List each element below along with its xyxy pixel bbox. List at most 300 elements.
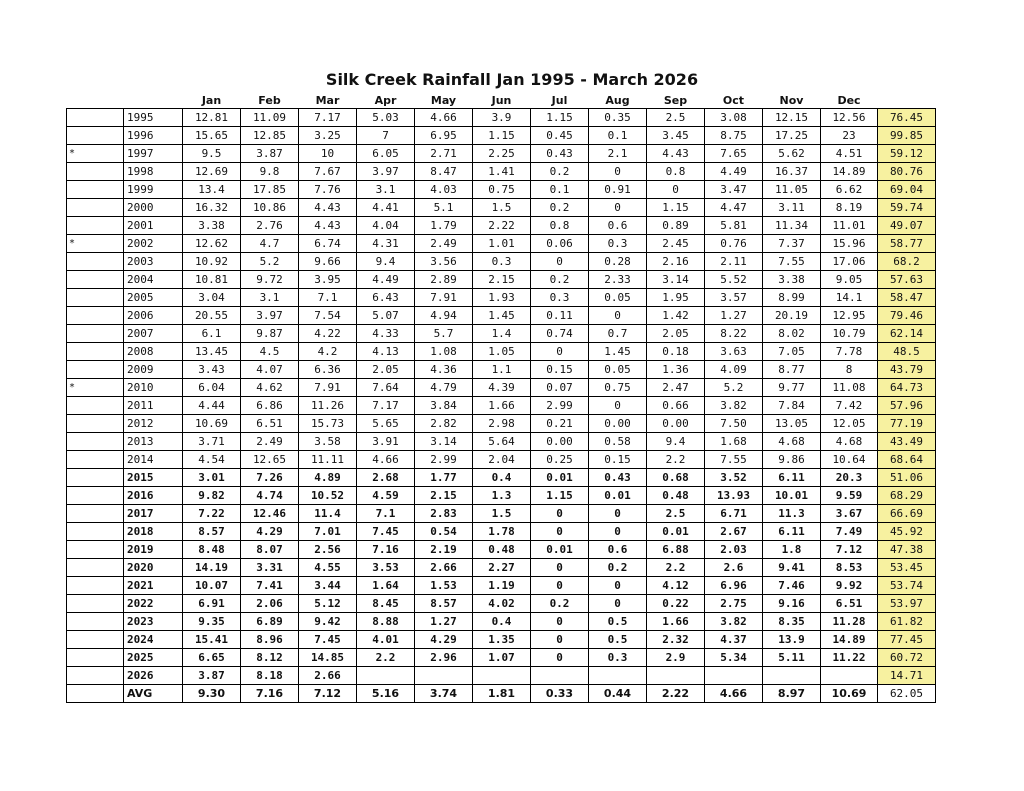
- rainfall-cell: 2.89: [415, 271, 473, 289]
- rainfall-cell: 0.01: [531, 469, 589, 487]
- rainfall-cell: 9.41: [763, 559, 821, 577]
- rainfall-cell: 7.50: [705, 415, 763, 433]
- rainfall-cell: 2.03: [705, 541, 763, 559]
- rainfall-cell: 4.43: [299, 217, 357, 235]
- rainfall-cell: 5.52: [705, 271, 763, 289]
- rainfall-cell: 2.25: [473, 145, 531, 163]
- month-header-jul: Jul: [551, 94, 568, 107]
- row-marker: [67, 487, 124, 505]
- rainfall-cell: 3.04: [183, 289, 241, 307]
- rainfall-cell: 2.67: [705, 523, 763, 541]
- rainfall-cell: 2.68: [357, 469, 415, 487]
- row-marker: [67, 433, 124, 451]
- row-year: 2019: [124, 541, 183, 559]
- table-row: [67, 145, 936, 163]
- month-header-jan: Jan: [201, 94, 222, 107]
- rainfall-cell: 3.47: [705, 181, 763, 199]
- rainfall-cell: 9.8: [241, 163, 299, 181]
- rainfall-cell: 0.8: [531, 217, 589, 235]
- rainfall-cell: 17.85: [241, 181, 299, 199]
- row-marker: [67, 541, 124, 559]
- rainfall-cell: 6.05: [357, 145, 415, 163]
- rainfall-cell: 4.43: [299, 199, 357, 217]
- rainfall-cell: 10.52: [299, 487, 357, 505]
- rainfall-cell: 7.17: [299, 109, 357, 127]
- rainfall-cell: 10.69: [183, 415, 241, 433]
- rainfall-cell: 0.07: [531, 379, 589, 397]
- rainfall-cell: 20.19: [763, 307, 821, 325]
- rainfall-cell: 2.56: [299, 541, 357, 559]
- rainfall-cell: 1.15: [531, 109, 589, 127]
- rainfall-cell: 0.91: [589, 181, 647, 199]
- annual-total-cell: 68.64: [878, 451, 936, 469]
- row-marker: [67, 271, 124, 289]
- rainfall-cell: 0: [531, 631, 589, 649]
- rainfall-cell: 7.46: [763, 577, 821, 595]
- rainfall-cell: 0.43: [531, 145, 589, 163]
- rainfall-cell: 4.49: [705, 163, 763, 181]
- table-row: [67, 253, 936, 271]
- rainfall-cell: 9.59: [821, 487, 878, 505]
- row-year: 2025: [124, 649, 183, 667]
- rainfall-cell: 8.45: [357, 595, 415, 613]
- rainfall-cell: 7.78: [821, 343, 878, 361]
- row-marker: [67, 649, 124, 667]
- rainfall-cell: 0.6: [589, 541, 647, 559]
- table-row: [67, 595, 936, 613]
- rainfall-cell: 13.4: [183, 181, 241, 199]
- rainfall-cell: 9.92: [821, 577, 878, 595]
- rainfall-cell: [357, 667, 415, 685]
- rainfall-cell: 4.31: [357, 235, 415, 253]
- rainfall-cell: 2.66: [415, 559, 473, 577]
- rainfall-cell: 3.87: [183, 667, 241, 685]
- rainfall-cell: 0.4: [473, 469, 531, 487]
- rainfall-cell: 1.8: [763, 541, 821, 559]
- rainfall-cell: 3.14: [415, 433, 473, 451]
- rainfall-cell: 3.91: [357, 433, 415, 451]
- rainfall-cell: 0.15: [531, 361, 589, 379]
- annual-total-cell: 62.14: [878, 325, 936, 343]
- row-year: 2022: [124, 595, 183, 613]
- rainfall-cell: 10.07: [183, 577, 241, 595]
- row-marker: [67, 289, 124, 307]
- row-year: 2014: [124, 451, 183, 469]
- row-year: 2013: [124, 433, 183, 451]
- rainfall-cell: 14.85: [299, 649, 357, 667]
- table-row: [67, 343, 936, 361]
- rainfall-cell: 4.89: [299, 469, 357, 487]
- rainfall-cell: 0.75: [589, 379, 647, 397]
- row-marker: *: [67, 235, 124, 253]
- rainfall-cell: 0.5: [589, 631, 647, 649]
- rainfall-cell: 2.98: [473, 415, 531, 433]
- rainfall-cell: 10.79: [821, 325, 878, 343]
- rainfall-cell: 1.79: [415, 217, 473, 235]
- rainfall-cell: 2.49: [415, 235, 473, 253]
- rainfall-cell: 2.83: [415, 505, 473, 523]
- row-year: 1997: [124, 145, 183, 163]
- rainfall-cell: 20.55: [183, 307, 241, 325]
- rainfall-cell: 7.17: [357, 397, 415, 415]
- rainfall-cell: 3.52: [705, 469, 763, 487]
- month-header-dec: Dec: [837, 94, 861, 107]
- rainfall-cell: 0: [531, 559, 589, 577]
- rainfall-cell: 15.96: [821, 235, 878, 253]
- rainfall-cell: 7.91: [299, 379, 357, 397]
- rainfall-cell: 2.96: [415, 649, 473, 667]
- rainfall-cell: 8.35: [763, 613, 821, 631]
- rainfall-cell: 4.66: [415, 109, 473, 127]
- rainfall-cell: 0.35: [589, 109, 647, 127]
- rainfall-cell: 7.67: [299, 163, 357, 181]
- rainfall-cell: 2.6: [705, 559, 763, 577]
- rainfall-cell: 9.42: [299, 613, 357, 631]
- rainfall-cell: 4.94: [415, 307, 473, 325]
- annual-total-cell: 60.72: [878, 649, 936, 667]
- row-marker: [67, 595, 124, 613]
- month-header-sep: Sep: [663, 94, 688, 107]
- rainfall-cell: 0.2: [531, 163, 589, 181]
- row-marker: [67, 397, 124, 415]
- avg-marker: [67, 685, 124, 703]
- avg-cell: 9.30: [183, 685, 241, 703]
- rainfall-cell: 4.04: [357, 217, 415, 235]
- rainfall-cell: 0.4: [473, 613, 531, 631]
- rainfall-cell: 4.29: [415, 631, 473, 649]
- rainfall-cell: 0.01: [647, 523, 705, 541]
- rainfall-cell: 0.00: [589, 415, 647, 433]
- rainfall-cell: 16.32: [183, 199, 241, 217]
- rainfall-cell: 10.01: [763, 487, 821, 505]
- rainfall-cell: 1.01: [473, 235, 531, 253]
- annual-total-cell: 58.47: [878, 289, 936, 307]
- rainfall-cell: 0: [531, 505, 589, 523]
- row-year: 1996: [124, 127, 183, 145]
- rainfall-cell: 0.5: [589, 613, 647, 631]
- rainfall-cell: 0.89: [647, 217, 705, 235]
- rainfall-cell: 7.91: [415, 289, 473, 307]
- rainfall-cell: 0.6: [589, 217, 647, 235]
- rainfall-cell: 0.11: [531, 307, 589, 325]
- rainfall-cell: 0.00: [531, 433, 589, 451]
- rainfall-cell: 2.71: [415, 145, 473, 163]
- annual-total-cell: 59.74: [878, 199, 936, 217]
- rainfall-cell: 10.64: [821, 451, 878, 469]
- rainfall-cell: 9.4: [647, 433, 705, 451]
- rainfall-cell: 6.1: [183, 325, 241, 343]
- rainfall-cell: 0: [589, 577, 647, 595]
- rainfall-cell: 4.49: [357, 271, 415, 289]
- rainfall-cell: 0.21: [531, 415, 589, 433]
- row-marker: [67, 631, 124, 649]
- row-marker: [67, 163, 124, 181]
- rainfall-cell: 0.1: [531, 181, 589, 199]
- row-marker: [67, 577, 124, 595]
- rainfall-cell: 8.57: [415, 595, 473, 613]
- table-row: [67, 667, 936, 685]
- rainfall-cell: 7.41: [241, 577, 299, 595]
- rainfall-cell: 6.89: [241, 613, 299, 631]
- rainfall-cell: 0: [589, 163, 647, 181]
- rainfall-cell: 0.74: [531, 325, 589, 343]
- rainfall-cell: 0: [589, 199, 647, 217]
- rainfall-cell: 2.76: [241, 217, 299, 235]
- rainfall-cell: 2.75: [705, 595, 763, 613]
- annual-total-cell: 77.45: [878, 631, 936, 649]
- rainfall-cell: 3.58: [299, 433, 357, 451]
- rainfall-cell: 4.47: [705, 199, 763, 217]
- row-year: 2016: [124, 487, 183, 505]
- rainfall-cell: 3.44: [299, 577, 357, 595]
- rainfall-cell: 0.7: [589, 325, 647, 343]
- rainfall-cell: 11.4: [299, 505, 357, 523]
- rainfall-cell: 5.81: [705, 217, 763, 235]
- rainfall-cell: 11.22: [821, 649, 878, 667]
- rainfall-cell: 1.1: [473, 361, 531, 379]
- rainfall-cell: 12.65: [241, 451, 299, 469]
- table-row: [67, 163, 936, 181]
- rainfall-cell: 7.65: [705, 145, 763, 163]
- avg-label: AVG: [124, 685, 183, 703]
- rainfall-cell: 4.54: [183, 451, 241, 469]
- rainfall-cell: 4.29: [241, 523, 299, 541]
- table-row: [67, 325, 936, 343]
- rainfall-cell: 6.96: [705, 577, 763, 595]
- rainfall-cell: 0.75: [473, 181, 531, 199]
- rainfall-cell: 4.68: [763, 433, 821, 451]
- rainfall-cell: 3.95: [299, 271, 357, 289]
- rainfall-cell: 11.28: [821, 613, 878, 631]
- rainfall-cell: 0: [589, 595, 647, 613]
- rainfall-cell: 9.5: [183, 145, 241, 163]
- rainfall-cell: 8.99: [763, 289, 821, 307]
- rainfall-cell: 5.62: [763, 145, 821, 163]
- rainfall-cell: 6.95: [415, 127, 473, 145]
- rainfall-cell: 7.12: [821, 541, 878, 559]
- rainfall-cell: 9.66: [299, 253, 357, 271]
- table-row: [67, 469, 936, 487]
- rainfall-cell: 4.74: [241, 487, 299, 505]
- rainfall-cell: 0: [589, 505, 647, 523]
- rainfall-cell: 7.42: [821, 397, 878, 415]
- rainfall-cell: 2.2: [647, 451, 705, 469]
- rainfall-cell: 8.75: [705, 127, 763, 145]
- rainfall-cell: 4.43: [647, 145, 705, 163]
- rainfall-cell: 7.45: [299, 631, 357, 649]
- rainfall-cell: 0.2: [531, 271, 589, 289]
- rainfall-cell: 0.01: [531, 541, 589, 559]
- rainfall-cell: 3.53: [357, 559, 415, 577]
- rainfall-cell: 7.49: [821, 523, 878, 541]
- rainfall-cell: 9.82: [183, 487, 241, 505]
- month-header-mar: Mar: [315, 94, 340, 107]
- rainfall-cell: [531, 667, 589, 685]
- rainfall-cell: 8.02: [763, 325, 821, 343]
- rainfall-cell: 0.48: [647, 487, 705, 505]
- rainfall-cell: 9.4: [357, 253, 415, 271]
- annual-total-cell: 53.45: [878, 559, 936, 577]
- rainfall-cell: 2.45: [647, 235, 705, 253]
- row-year: 2018: [124, 523, 183, 541]
- rainfall-cell: 7.05: [763, 343, 821, 361]
- row-marker: [67, 217, 124, 235]
- rainfall-cell: 4.09: [705, 361, 763, 379]
- rainfall-cell: 2.5: [647, 505, 705, 523]
- table-row: [67, 487, 936, 505]
- rainfall-cell: 1.64: [357, 577, 415, 595]
- rainfall-cell: 1.66: [473, 397, 531, 415]
- rainfall-cell: 3.63: [705, 343, 763, 361]
- rainfall-cell: 13.45: [183, 343, 241, 361]
- row-year: 2003: [124, 253, 183, 271]
- rainfall-cell: 13.05: [763, 415, 821, 433]
- rainfall-cell: 15.73: [299, 415, 357, 433]
- rainfall-cell: 13.93: [705, 487, 763, 505]
- rainfall-cell: [415, 667, 473, 685]
- rainfall-cell: 1.15: [473, 127, 531, 145]
- rainfall-cell: 3.1: [357, 181, 415, 199]
- table-row: [67, 217, 936, 235]
- rainfall-cell: 1.66: [647, 613, 705, 631]
- rainfall-cell: 0.3: [589, 235, 647, 253]
- rainfall-cell: 8.77: [763, 361, 821, 379]
- rainfall-cell: 16.37: [763, 163, 821, 181]
- rainfall-cell: 6.65: [183, 649, 241, 667]
- rainfall-cell: 12.56: [821, 109, 878, 127]
- rainfall-cell: 6.36: [299, 361, 357, 379]
- rainfall-cell: 0.54: [415, 523, 473, 541]
- rainfall-cell: 3.43: [183, 361, 241, 379]
- rainfall-cell: 6.11: [763, 523, 821, 541]
- rainfall-cell: 7.22: [183, 505, 241, 523]
- table-row: [67, 397, 936, 415]
- row-year: 1999: [124, 181, 183, 199]
- rainfall-cell: 12.05: [821, 415, 878, 433]
- rainfall-cell: 14.1: [821, 289, 878, 307]
- rainfall-cell: 1.5: [473, 199, 531, 217]
- table-row: [67, 127, 936, 145]
- rainfall-cell: 2.05: [357, 361, 415, 379]
- rainfall-cell: 10.81: [183, 271, 241, 289]
- rainfall-cell: 0.2: [531, 199, 589, 217]
- rainfall-cell: 11.08: [821, 379, 878, 397]
- row-year: 2026: [124, 667, 183, 685]
- rainfall-cell: 0: [531, 253, 589, 271]
- rainfall-cell: 5.12: [299, 595, 357, 613]
- rainfall-cell: 0.00: [647, 415, 705, 433]
- rainfall-cell: 9.35: [183, 613, 241, 631]
- header-spacer-total: [878, 93, 936, 109]
- rainfall-cell: 0: [531, 343, 589, 361]
- rainfall-cell: 7.16: [357, 541, 415, 559]
- table-row: [67, 289, 936, 307]
- rainfall-cell: 6.71: [705, 505, 763, 523]
- table-row: [67, 523, 936, 541]
- rainfall-cell: 0.05: [589, 289, 647, 307]
- rainfall-cell: 8: [821, 361, 878, 379]
- rainfall-cell: 7.55: [763, 253, 821, 271]
- annual-total-cell: 61.82: [878, 613, 936, 631]
- row-marker: [67, 451, 124, 469]
- rainfall-cell: 3.01: [183, 469, 241, 487]
- rainfall-cell: 1.27: [705, 307, 763, 325]
- rainfall-cell: 8.47: [415, 163, 473, 181]
- row-marker: [67, 415, 124, 433]
- rainfall-cell: [647, 667, 705, 685]
- annual-total-cell: 64.73: [878, 379, 936, 397]
- rainfall-cell: 2.19: [415, 541, 473, 559]
- rainfall-cell: 7.01: [299, 523, 357, 541]
- table-row: [67, 631, 936, 649]
- rainfall-cell: 2.2: [647, 559, 705, 577]
- rainfall-cell: 0.66: [647, 397, 705, 415]
- rainfall-cell: 8.57: [183, 523, 241, 541]
- rainfall-cell: 2.15: [415, 487, 473, 505]
- row-year: 1995: [124, 109, 183, 127]
- month-header-jun: Jun: [491, 94, 512, 107]
- rainfall-cell: 7.84: [763, 397, 821, 415]
- rainfall-cell: 1.68: [705, 433, 763, 451]
- rainfall-cell: 3.56: [415, 253, 473, 271]
- rainfall-cell: 11.26: [299, 397, 357, 415]
- row-marker: [67, 109, 124, 127]
- rainfall-cell: 8.48: [183, 541, 241, 559]
- rainfall-cell: 2.16: [647, 253, 705, 271]
- row-marker: [67, 127, 124, 145]
- avg-cell: 0.33: [531, 685, 589, 703]
- rainfall-cell: 4.59: [357, 487, 415, 505]
- rainfall-cell: 7.1: [357, 505, 415, 523]
- annual-total-cell: 43.49: [878, 433, 936, 451]
- row-marker: [67, 343, 124, 361]
- rainfall-cell: 3.67: [821, 505, 878, 523]
- rainfall-cell: 3.25: [299, 127, 357, 145]
- rainfall-cell: 10.92: [183, 253, 241, 271]
- rainfall-cell: 1.41: [473, 163, 531, 181]
- rainfall-cell: 14.89: [821, 631, 878, 649]
- annual-total-cell: 47.38: [878, 541, 936, 559]
- rainfall-cell: 7.45: [357, 523, 415, 541]
- rainfall-cell: 1.95: [647, 289, 705, 307]
- rainfall-cell: 4.5: [241, 343, 299, 361]
- rainfall-cell: 11.09: [241, 109, 299, 127]
- rainfall-cell: 11.11: [299, 451, 357, 469]
- rainfall-cell: 11.3: [763, 505, 821, 523]
- rainfall-cell: [589, 667, 647, 685]
- row-year: 2007: [124, 325, 183, 343]
- rainfall-cell: 5.2: [241, 253, 299, 271]
- rainfall-cell: 0.22: [647, 595, 705, 613]
- rainfall-cell: 2.06: [241, 595, 299, 613]
- row-year: 2015: [124, 469, 183, 487]
- rainfall-cell: 0.05: [589, 361, 647, 379]
- rainfall-cell: 9.87: [241, 325, 299, 343]
- rainfall-cell: 12.15: [763, 109, 821, 127]
- rainfall-cell: 7.1: [299, 289, 357, 307]
- rainfall-table: [66, 93, 936, 703]
- rainfall-table-body: [67, 109, 936, 703]
- annual-total-cell: 77.19: [878, 415, 936, 433]
- table-row: [67, 271, 936, 289]
- rainfall-cell: 2.04: [473, 451, 531, 469]
- table-row: [67, 559, 936, 577]
- table-row: [67, 505, 936, 523]
- table-row: [67, 577, 936, 595]
- rainfall-cell: 4.55: [299, 559, 357, 577]
- rainfall-cell: 2.11: [705, 253, 763, 271]
- rainfall-cell: 1.27: [415, 613, 473, 631]
